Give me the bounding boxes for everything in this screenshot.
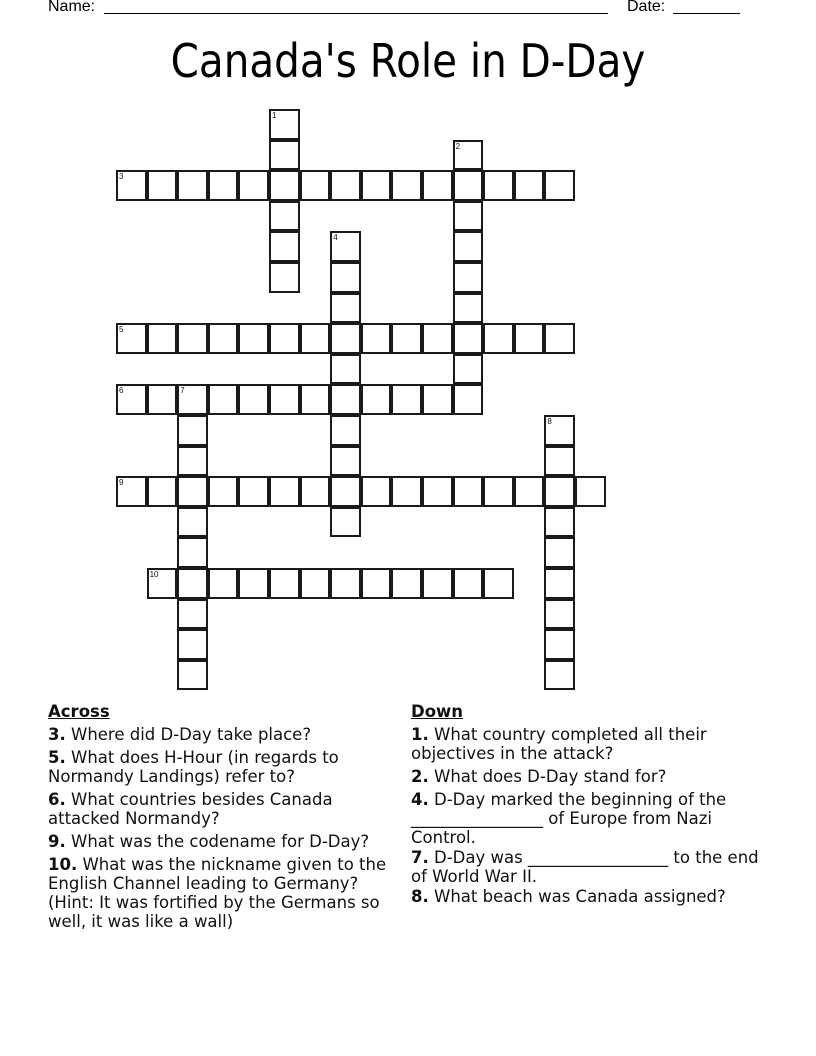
grid-cell[interactable] bbox=[514, 170, 545, 201]
grid-cell[interactable] bbox=[177, 476, 208, 507]
grid-cell[interactable] bbox=[483, 323, 514, 354]
grid-cell[interactable] bbox=[177, 170, 208, 201]
across-clues bbox=[48, 702, 403, 935]
grid-cell[interactable] bbox=[422, 323, 453, 354]
grid-cell[interactable] bbox=[361, 170, 392, 201]
grid-cell[interactable] bbox=[453, 476, 484, 507]
grid-cell[interactable] bbox=[361, 384, 392, 415]
grid-cell[interactable] bbox=[330, 384, 361, 415]
clue-down-8: 8. What beach was Canada assigned? bbox=[411, 887, 726, 906]
across-heading: Across bbox=[48, 702, 110, 721]
grid-cell[interactable] bbox=[422, 384, 453, 415]
down-heading: Down bbox=[411, 702, 464, 721]
grid-cell[interactable] bbox=[544, 415, 575, 446]
name-label: Name: bbox=[48, 0, 96, 15]
grid-cell[interactable] bbox=[330, 231, 361, 262]
grid-cell[interactable] bbox=[544, 323, 575, 354]
grid-cell[interactable] bbox=[544, 170, 575, 201]
grid-cell[interactable] bbox=[177, 446, 208, 477]
grid-cell[interactable] bbox=[453, 323, 484, 354]
grid-cell[interactable] bbox=[177, 415, 208, 446]
grid-cell[interactable] bbox=[330, 415, 361, 446]
grid-cell[interactable] bbox=[391, 323, 422, 354]
grid-cell[interactable] bbox=[147, 170, 178, 201]
grid-cell[interactable] bbox=[483, 568, 514, 599]
clue-number: 7 bbox=[180, 386, 185, 396]
grid-cell[interactable] bbox=[269, 262, 300, 293]
clue-number: 3 bbox=[119, 172, 124, 182]
grid-cell[interactable] bbox=[544, 507, 575, 538]
grid-cell[interactable] bbox=[116, 170, 147, 201]
grid-cell[interactable] bbox=[544, 568, 575, 599]
grid-cell[interactable] bbox=[177, 568, 208, 599]
grid-cell[interactable] bbox=[544, 599, 575, 630]
grid-cell[interactable] bbox=[575, 476, 606, 507]
grid-cell[interactable] bbox=[453, 384, 484, 415]
grid-cell[interactable] bbox=[391, 384, 422, 415]
grid-cell[interactable] bbox=[514, 476, 545, 507]
grid-cell[interactable] bbox=[238, 170, 269, 201]
grid-cell[interactable] bbox=[208, 384, 239, 415]
grid-cell[interactable] bbox=[147, 568, 178, 599]
grid-cell[interactable] bbox=[361, 476, 392, 507]
grid-cell[interactable] bbox=[177, 384, 208, 415]
grid-cell[interactable] bbox=[422, 476, 453, 507]
grid-cell[interactable] bbox=[453, 293, 484, 324]
grid-cell[interactable] bbox=[238, 384, 269, 415]
grid-cell[interactable] bbox=[147, 476, 178, 507]
clue-across-10: 10. What was the nickname given to the English Channel leading to Germany? (Hint: It was fortified by the Germans so well, it was like a wall) bbox=[48, 855, 387, 931]
grid-cell[interactable] bbox=[177, 629, 208, 660]
grid-cell[interactable] bbox=[330, 170, 361, 201]
clue-across-6: 6. What countries besides Canada attacked Normandy? bbox=[48, 790, 333, 828]
grid-cell[interactable] bbox=[330, 323, 361, 354]
grid-cell[interactable] bbox=[544, 660, 575, 691]
grid-cell[interactable] bbox=[422, 170, 453, 201]
clue-number: 8 bbox=[547, 417, 552, 426]
grid-cell[interactable] bbox=[330, 568, 361, 599]
clue-number: 1 bbox=[272, 111, 277, 120]
grid-cell[interactable] bbox=[300, 384, 331, 415]
date-label: Date: bbox=[627, 0, 666, 15]
grid-cell[interactable] bbox=[116, 384, 147, 415]
grid-cell[interactable] bbox=[177, 660, 208, 691]
grid-cell[interactable] bbox=[391, 476, 422, 507]
grid-cell[interactable] bbox=[208, 170, 239, 201]
clue-across-5: 5. What does H-Hour (in regards to Normandy Landings) refer to? bbox=[48, 748, 339, 786]
grid-cell[interactable] bbox=[269, 568, 300, 599]
grid-cell[interactable] bbox=[361, 568, 392, 599]
grid-cell[interactable] bbox=[269, 140, 300, 171]
grid-cell[interactable] bbox=[116, 476, 147, 507]
grid-cell[interactable] bbox=[330, 262, 361, 293]
grid-cell[interactable] bbox=[544, 629, 575, 660]
grid-cell[interactable] bbox=[544, 537, 575, 568]
clue-number: 4 bbox=[333, 233, 338, 243]
grid-cell[interactable] bbox=[544, 476, 575, 507]
grid-cell[interactable] bbox=[269, 476, 300, 507]
grid-cell[interactable] bbox=[147, 323, 178, 354]
grid-cell[interactable] bbox=[361, 323, 392, 354]
grid-cell[interactable] bbox=[300, 170, 331, 201]
grid-cell[interactable] bbox=[453, 262, 484, 293]
grid-cell[interactable] bbox=[330, 446, 361, 477]
grid-cell[interactable] bbox=[208, 568, 239, 599]
clue-number: 10 bbox=[149, 570, 159, 579]
clue-number: 9 bbox=[119, 478, 124, 488]
clue-down-7: 7. D-Day was _________________ to the end of World War II. bbox=[411, 848, 759, 886]
grid-cell[interactable] bbox=[453, 354, 484, 385]
grid-cell[interactable] bbox=[514, 323, 545, 354]
grid-cell[interactable] bbox=[544, 446, 575, 477]
grid-cell[interactable] bbox=[238, 323, 269, 354]
grid-cell[interactable] bbox=[177, 507, 208, 538]
grid-cell[interactable] bbox=[453, 170, 484, 201]
grid-cell[interactable] bbox=[238, 568, 269, 599]
grid-cell[interactable] bbox=[147, 384, 178, 415]
grid-cell[interactable] bbox=[177, 537, 208, 568]
grid-cell[interactable] bbox=[269, 231, 300, 262]
grid-cell[interactable] bbox=[330, 476, 361, 507]
grid-cell[interactable] bbox=[391, 170, 422, 201]
clue-number: 2 bbox=[455, 141, 461, 151]
grid-cell[interactable] bbox=[330, 293, 361, 324]
grid-cell[interactable] bbox=[483, 170, 514, 201]
grid-cell[interactable] bbox=[177, 599, 208, 630]
grid-cell[interactable] bbox=[177, 323, 208, 354]
clue-across-3: 3. Where did D-Day take place? bbox=[48, 725, 312, 744]
clue-number: 6 bbox=[119, 386, 124, 396]
clue-down-4: 4. D-Day marked the beginning of the ________________ of Europe from Nazi Control. bbox=[411, 790, 727, 847]
grid-cell[interactable] bbox=[269, 109, 300, 140]
grid-cell[interactable] bbox=[269, 323, 300, 354]
grid-cell[interactable] bbox=[422, 568, 453, 599]
grid-cell[interactable] bbox=[453, 231, 484, 262]
grid-cell[interactable] bbox=[330, 354, 361, 385]
grid-cell[interactable] bbox=[330, 507, 361, 538]
grid-cell[interactable] bbox=[300, 568, 331, 599]
clue-number: 5 bbox=[119, 325, 124, 335]
clue-across-9: 9. What was the codename for D-Day? bbox=[48, 832, 370, 851]
grid-cell[interactable] bbox=[269, 170, 300, 201]
grid-cell[interactable] bbox=[300, 476, 331, 507]
grid-cell[interactable] bbox=[300, 323, 331, 354]
clue-down-2: 2. What does D-Day stand for? bbox=[411, 767, 667, 786]
grid-cell[interactable] bbox=[269, 201, 300, 232]
grid-cell[interactable] bbox=[208, 323, 239, 354]
grid-cell[interactable] bbox=[208, 476, 239, 507]
down-clues bbox=[411, 702, 761, 910]
grid-cell[interactable] bbox=[483, 476, 514, 507]
grid-cell[interactable] bbox=[453, 568, 484, 599]
grid-cell[interactable] bbox=[238, 476, 269, 507]
grid-cell[interactable] bbox=[453, 140, 484, 171]
grid-cell[interactable] bbox=[269, 384, 300, 415]
grid-cell[interactable] bbox=[391, 568, 422, 599]
grid-cell[interactable] bbox=[116, 323, 147, 354]
page-title: Canada's Role in D-Day bbox=[170, 34, 646, 88]
grid-cell[interactable] bbox=[453, 201, 484, 232]
clue-down-1: 1. What country completed all their objectives in the attack? bbox=[411, 725, 707, 763]
